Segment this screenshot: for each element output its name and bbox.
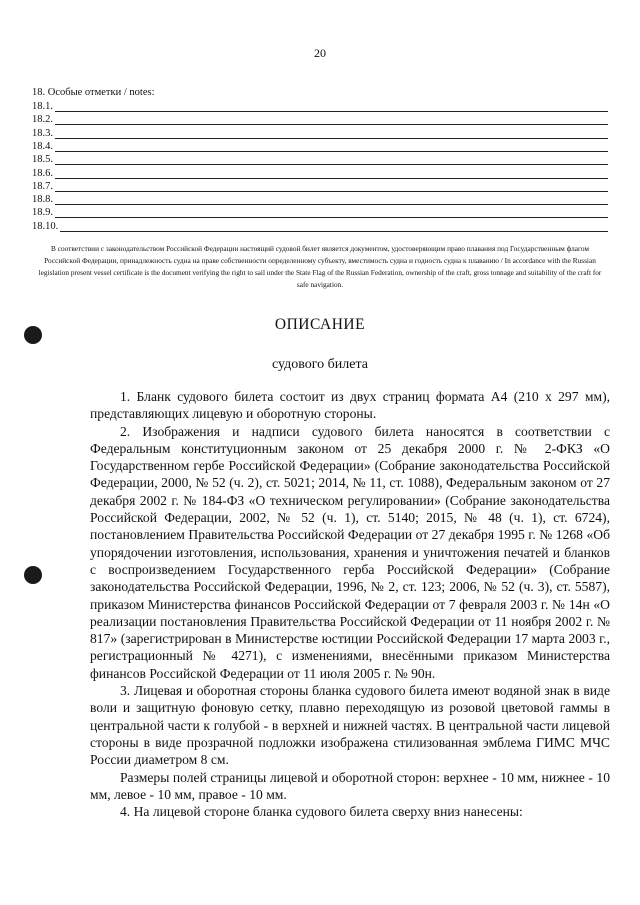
notes-row-line[interactable] xyxy=(55,194,608,205)
notes-row xyxy=(32,152,608,165)
notes-row xyxy=(32,192,608,205)
description-body xyxy=(90,388,610,820)
notes-row-number: 18.1. xyxy=(32,101,53,112)
notes-row xyxy=(32,112,608,125)
paragraph-4: 4. На лицевой стороне бланка судового билета сверху вниз нанесены: xyxy=(120,804,523,820)
notes-row xyxy=(32,166,608,179)
legal-note: В соответствии с законодательством Российской Федерации настоящий судовой билет является документом, удостоверяющим право плавания под Государственным флагом Российской Федерации, принадлежность судна на праве собственности определенному субъекту, вместимость судна и годность судна к плаванию / In accordance with the Russian legislation present vessel certificate is the document verifying the right to sail under the State Flag of the Russian Federation, ownership of the craft, gross tonnage and suitability of the craft for safe navigation. xyxy=(38,244,602,289)
notes-row-line[interactable] xyxy=(55,141,608,152)
notes-row-line[interactable] xyxy=(55,181,608,192)
notes-row xyxy=(32,219,608,232)
punch-hole-middle xyxy=(24,566,42,584)
notes-row xyxy=(32,139,608,152)
notes-row-number: 18.6. xyxy=(32,167,53,179)
notes-row-number: 18.9. xyxy=(32,207,53,219)
notes-row-number: 18.2. xyxy=(32,114,53,126)
notes-row-number: 18.10. xyxy=(32,220,59,232)
notes-row-line[interactable] xyxy=(55,154,608,165)
paragraph-1: 1. Бланк судового билета состоит из двух страниц формата А4 (210 x 297 мм), представляющих лицевую и оборотную стороны. xyxy=(90,389,610,422)
description-title: ОПИСАНИЕ xyxy=(274,316,366,333)
paragraph-margins: Размеры полей страницы лицевой и оборотной сторон: верхнее - 10 мм, нижнее - 10 мм, левое - 10 мм, правое - 10 мм. xyxy=(90,769,610,802)
notes-row-line[interactable] xyxy=(55,168,608,179)
paragraph-3: 3. Лицевая и оборотная стороны бланка судового билета имеют водяной знак в виде воли и защитную фоновую сетку, плавно переходящую из розовой цветовой гаммы в центральной части к голубой - в верхней и нижней частях. В центральной части лицевой стороны в виде прозрачной подложки изображена стилизованная эмблема ГИМС МЧС России диаметром 8 см. xyxy=(90,683,610,768)
notes-row-number: 18.5. xyxy=(32,154,53,166)
notes-row xyxy=(32,205,608,218)
description-subtitle: судового билета xyxy=(272,357,368,372)
notes-row-line[interactable] xyxy=(55,101,608,112)
notes-row-line[interactable] xyxy=(55,207,608,218)
notes-title: 18. Особые отметки / notes: xyxy=(32,87,155,98)
notes-row-number: 18.8. xyxy=(32,194,53,206)
notes-row-number: 18.4. xyxy=(32,140,53,152)
notes-row-line[interactable] xyxy=(55,128,608,139)
notes-row xyxy=(32,179,608,192)
notes-row-line[interactable] xyxy=(60,221,608,232)
paragraph-2: 2. Изображения и надписи судового билета наносятся в соответствии с Федеральным конституционным законом от 25 декабря 2000 г. № 2-ФКЗ «О Государственном гербе Российской Федерации» (Собрание законодательства Российской Федерации, 2000, № 52 (ч. 2), ст. 5021; 2014, № 11, ст. 1088), Федеральным законом от 27 декабря 2002 г. № 184-ФЗ «О техническом регулировании» (Собрание законодательства Российской Федерации, 2002, № 52 (ч. 1), ст. 5140; 2015, № 48 (ч. 1), ст. 6724), постановлением Правительства Российской Федерации от 27 декабря 1995 г. № 1268 «Об упорядочении изготовления, использования, хранения и уничтожения печатей и бланков с воспроизведением Государственного герба Российской Федерации» (Собрание законодательства Российской Федерации, 1996, № 2, ст. 123; 2006, № 52 (ч. 3), ст. 5587), приказом Министерства финансов Российской Федерации от 7 февраля 2003 г. № 14н «О реализации постановления Правительства Российской Федерации от 11 ноября 2002 г. № 817» (зарегистрирован в Министерстве юстиции Российской Федерации 17 марта 2003 г., регистрационный № 4271), с изменениями, внесёнными приказом Министерства финансов Российской Федерации от 11 июля 2005 г. № 90н. xyxy=(90,423,610,681)
notes-row-number: 18.7. xyxy=(32,180,53,192)
notes-row xyxy=(32,126,608,139)
notes-row xyxy=(32,99,608,112)
notes-row-number: 18.3. xyxy=(32,127,53,139)
page-number: 20 xyxy=(314,46,326,60)
notes-row-line[interactable] xyxy=(55,114,608,125)
